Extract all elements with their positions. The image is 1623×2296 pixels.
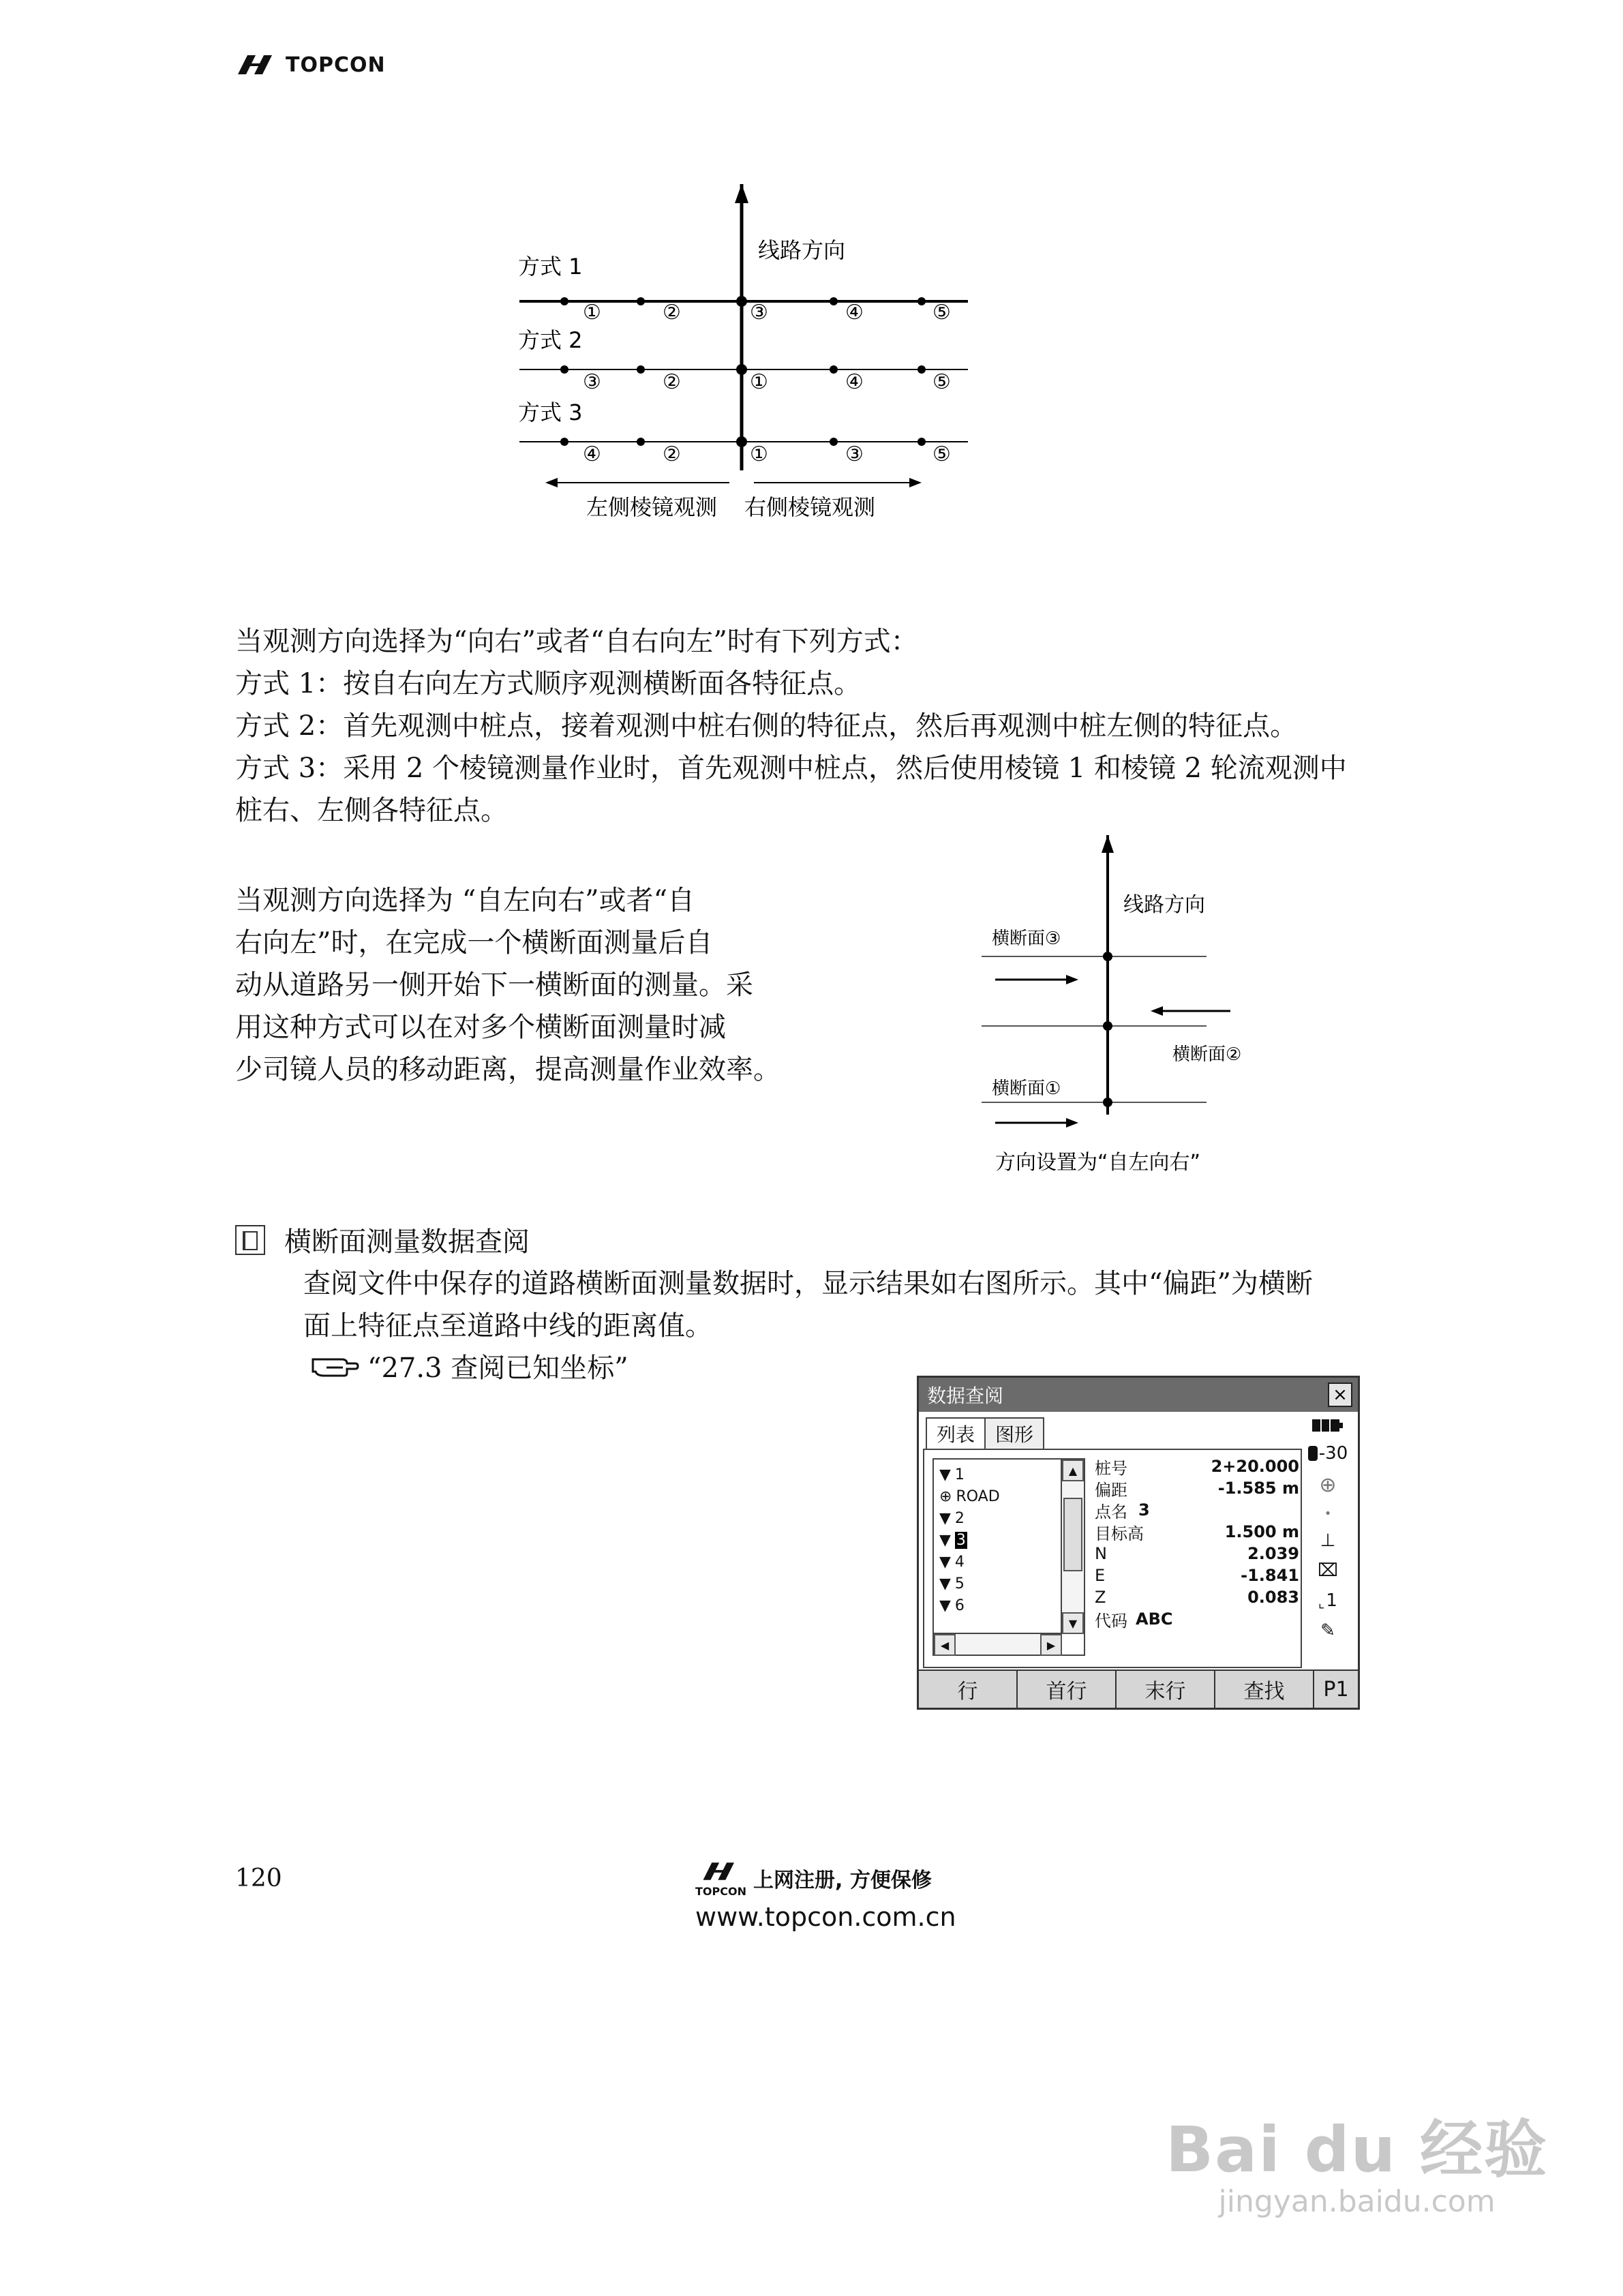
diagram1-row-label-1: 方式 1 (518, 254, 583, 280)
field-value: -1.585 m (1217, 1479, 1299, 1498)
tab-graph[interactable]: 图形 (984, 1417, 1044, 1449)
field-z (1095, 1586, 1299, 1608)
diagram2-direction-label: 线路方向 (1123, 893, 1205, 917)
field-label: 桩号 (1095, 1458, 1127, 1478)
footer-url[interactable]: www.topcon.com.cn (695, 1902, 956, 1932)
diagram2-section2-label: 横断面② (1172, 1044, 1242, 1065)
point-details (1095, 1455, 1299, 1630)
list-item-label: 2 (954, 1509, 965, 1527)
horizontal-scrollbar[interactable] (934, 1633, 1062, 1655)
diagram1-row2-point-5: ⑤ (932, 370, 951, 394)
instrument-icon[interactable]: ⌧ (1318, 1560, 1338, 1581)
scroll-thumb[interactable] (1063, 1498, 1082, 1571)
field-label: Z (1095, 1588, 1106, 1607)
footer-logo (695, 1858, 746, 1898)
scroll-left-icon[interactable]: ◀ (934, 1634, 956, 1656)
list-item[interactable] (934, 1595, 1063, 1616)
note-title: 横断面测量数据查阅 (284, 1226, 530, 1258)
triangle-down-icon: ▼ (939, 1597, 951, 1614)
field-n (1095, 1543, 1299, 1565)
intro-line: 当观测方向选择为“向右”或者“自右向左”时有下列方式： (235, 626, 918, 657)
triangle-down-icon: ▼ (939, 1509, 951, 1527)
note-section (235, 1220, 530, 1259)
side-line: 少司镜人员的移动距离，提高测量作业效率。 (235, 1054, 780, 1085)
diagram1-row2-point-2: ② (663, 370, 681, 394)
list-item[interactable] (934, 1485, 1063, 1507)
pointing-hand-icon (310, 1353, 359, 1380)
softkey-bar (919, 1670, 1358, 1708)
diagram1-row2-point-3: ① (750, 370, 768, 394)
diagram1-direction-label: 线路方向 (758, 237, 846, 263)
field-value: 0.083 (1247, 1588, 1299, 1607)
list-item[interactable] (934, 1507, 1063, 1529)
page-number: 120 (235, 1864, 282, 1892)
softkey-last-row[interactable]: 末行 (1117, 1671, 1215, 1708)
watermark (1166, 2100, 1548, 2219)
field-label: 目标高 (1095, 1524, 1144, 1543)
footer (695, 1858, 956, 1932)
field-value: 1.500 m (1224, 1522, 1299, 1541)
watermark-main: Bai du 经验 (1166, 2113, 1549, 2186)
field-label: 代码 (1095, 1611, 1127, 1631)
triangle-down-icon: ▼ (939, 1466, 951, 1483)
reference-text: “27.3 查阅已知坐标” (367, 1353, 628, 1384)
prism-constant-value: -30 (1318, 1443, 1348, 1464)
intro-line: 桩右、左侧各特征点。 (235, 795, 508, 826)
diagram1-row3-point-2: ② (663, 442, 681, 466)
field-chainage (1095, 1455, 1299, 1477)
tab-list[interactable]: 列表 (926, 1417, 986, 1449)
tab-bar (926, 1417, 1044, 1449)
header-brand: TOPCON (286, 52, 386, 77)
field-point-name (1095, 1499, 1299, 1521)
diagram1-row2-point-4: ④ (845, 370, 864, 394)
tilt-icon[interactable]: ⊥ (1320, 1530, 1336, 1551)
note-book-icon (235, 1225, 265, 1255)
crosshair-icon[interactable]: ⊕ (1319, 1473, 1337, 1497)
triangle-down-icon: ▼ (939, 1553, 951, 1571)
topcon-logo-icon (235, 50, 279, 80)
list-item[interactable] (934, 1551, 1063, 1573)
softkey-page[interactable]: P1 (1314, 1671, 1358, 1708)
softkey-row[interactable]: 行 (919, 1671, 1018, 1708)
diagram2-section1-label: 横断面① (992, 1078, 1061, 1099)
diagram1-row3-point-5: ⑤ (932, 442, 951, 466)
point-counter: ⌞ 1 (1318, 1590, 1337, 1611)
window-titlebar (919, 1378, 1358, 1412)
reference-link[interactable] (310, 1346, 628, 1385)
field-label: 点名 (1095, 1502, 1127, 1522)
window-title: 数据查阅 (927, 1385, 1004, 1407)
list-item-label: 3 (956, 1531, 966, 1549)
scroll-down-icon[interactable]: ▼ (1062, 1612, 1084, 1634)
list-item-label: 6 (954, 1597, 965, 1614)
side-line: 动从道路另一侧开始下一横断面的测量。采 (235, 969, 753, 1001)
field-target-height (1095, 1521, 1299, 1543)
field-value: ABC (1136, 1610, 1173, 1629)
triangle-down-icon: ▼ (939, 1531, 951, 1549)
vertical-scrollbar[interactable] (1061, 1460, 1084, 1634)
tab-content (923, 1449, 1302, 1668)
prism-icon (1308, 1446, 1318, 1461)
softkey-first-row[interactable]: 首行 (1018, 1671, 1117, 1708)
diagram1-row3-point-4: ③ (845, 442, 864, 466)
field-offset (1095, 1477, 1299, 1499)
diagram1-row1-point-3: ③ (750, 301, 768, 324)
triangle-down-icon: ▼ (939, 1575, 951, 1592)
intro-paragraph (235, 620, 1347, 832)
intro-line: 方式 3：采用 2 个棱镜测量作业时，首先观测中桩点，然后使用棱镜 1 和棱镜 2 轮流观测中 (235, 753, 1347, 784)
diagram2-section3-label: 横断面③ (992, 928, 1061, 949)
side-line: 右向左”时，在完成一个横断面测量后自 (235, 927, 713, 958)
field-e (1095, 1565, 1299, 1586)
field-value: 2.039 (1247, 1544, 1299, 1563)
footer-slogan: 上网注册, 方便保修 (753, 1868, 932, 1892)
note-line: 面上特征点至道路中线的距离值。 (303, 1310, 712, 1342)
list-item-label: 1 (954, 1466, 965, 1483)
diagram2-caption: 方向设置为“自左向右” (995, 1151, 1201, 1175)
list-item[interactable] (934, 1464, 1063, 1485)
diagram1-left-caption: 左侧棱镜观测 (586, 494, 718, 520)
point-count: 1 (1326, 1590, 1337, 1611)
section-direction-diagram (982, 835, 1288, 1190)
field-label: E (1095, 1566, 1106, 1585)
point-list (932, 1458, 1085, 1656)
data-view-window (917, 1376, 1360, 1710)
diagram1-row1-point-4: ④ (845, 301, 864, 324)
softkey-search[interactable]: 查找 (1215, 1671, 1314, 1708)
list-item[interactable] (934, 1573, 1063, 1595)
note-body (303, 1263, 1313, 1347)
note-line: 查阅文件中保存的道路横断面测量数据时，显示结果如右图所示。其中“偏距”为横断 (303, 1268, 1313, 1299)
topcon-logo-icon (697, 1858, 744, 1885)
diagram1-row-label-2: 方式 2 (518, 327, 583, 353)
field-label: N (1095, 1544, 1107, 1563)
diagram1-row3-point-1: ④ (583, 442, 601, 466)
observation-mode-diagram (504, 184, 995, 532)
intro-line: 方式 2：首先观测中桩点，接着观测中桩右侧的特征点，然后再观测中桩左侧的特征点。 (235, 710, 1298, 742)
footer-brand: TOPCON (695, 1885, 746, 1898)
field-value: -1.841 (1241, 1566, 1299, 1585)
side-line: 用这种方式可以在对多个横断面测量时减 (235, 1012, 726, 1043)
watermark-sub: jingyan.baidu.com (1218, 2184, 1496, 2219)
field-code (1095, 1608, 1299, 1630)
road-icon: ⊕ (939, 1487, 952, 1505)
field-label: 偏距 (1095, 1480, 1127, 1500)
field-value: 3 (1138, 1500, 1150, 1520)
intro-line: 方式 1：按自右向左方式顺序观测横断面各特征点。 (235, 668, 862, 699)
header-logo (235, 48, 386, 82)
diagram1-row1-point-1: ① (583, 301, 601, 324)
battery-icon (1311, 1417, 1344, 1434)
dot-icon: • (1324, 1507, 1332, 1521)
list-item-label: 4 (954, 1553, 965, 1571)
scroll-up-icon[interactable]: ▲ (1062, 1460, 1084, 1481)
side-paragraph (235, 879, 780, 1091)
input-mode-icon[interactable]: ✎ (1320, 1620, 1335, 1641)
status-bar (1302, 1417, 1354, 1670)
list-item-label: 5 (954, 1575, 965, 1592)
scroll-right-icon[interactable]: ▶ (1040, 1634, 1062, 1656)
diagram1-right-caption: 右侧棱镜观测 (744, 494, 876, 520)
list-item-selected[interactable] (934, 1529, 1063, 1551)
side-line: 当观测方向选择为 “自左向右”或者“自 (235, 885, 695, 916)
list-item-label: ROAD (956, 1487, 1000, 1505)
prism-constant[interactable] (1308, 1443, 1348, 1464)
diagram1-row2-point-1: ③ (583, 370, 601, 394)
close-button[interactable]: × (1328, 1383, 1352, 1407)
diagram1-row3-point-3: ① (750, 442, 768, 466)
diagram1-row1-point-5: ⑤ (932, 301, 951, 324)
diagram1-row-label-3: 方式 3 (518, 399, 583, 425)
field-value: 2+20.000 (1211, 1457, 1299, 1476)
diagram1-row1-point-2: ② (663, 301, 681, 324)
